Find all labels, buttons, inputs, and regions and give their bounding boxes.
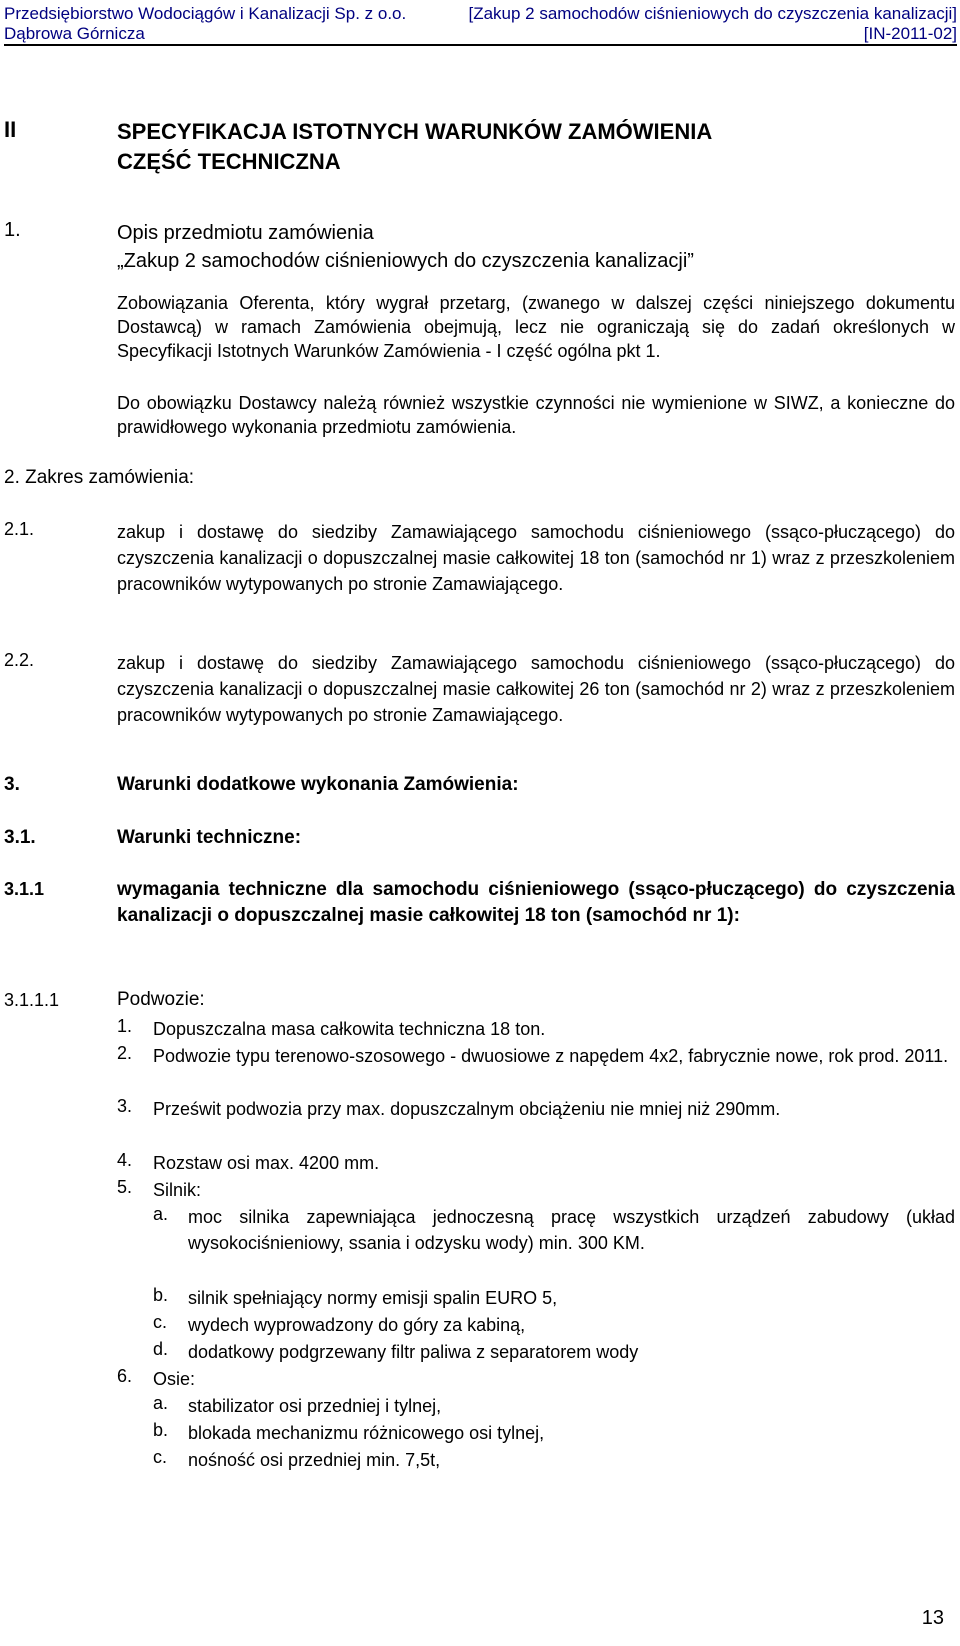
engine-item-text: silnik spełniający normy emisji spalin EURO 5, bbox=[188, 1288, 558, 1308]
part2-item-text: zakup i dostawę do siedziby Zamawiającego samochodu ciśnieniowego (ssąco-płuczącego) do czyszczenia kanalizacji o dopuszczalnej masie całkowitej 18 ton (samochód nr 1) wraz z przeszkoleniem pracowników wytypowanych po stronie Zamawiającego. bbox=[117, 522, 955, 594]
chassis-number: 3.1.1.1 bbox=[4, 990, 60, 1010]
axle-item-text: blokada mechanizmu różnicowego osi tylnej, bbox=[188, 1423, 545, 1443]
header-company-city: Dąbrowa Górnicza bbox=[4, 24, 145, 43]
chassis-item-text: Osie: bbox=[153, 1369, 196, 1389]
section-title bbox=[117, 117, 712, 177]
chassis-item-number: 1. bbox=[117, 1016, 133, 1036]
engine-item-number: a. bbox=[153, 1204, 169, 1224]
header-company-name: Przedsiębiorstwo Wodociągów i Kanalizacji Sp. z o.o. bbox=[4, 4, 407, 23]
page-header bbox=[4, 4, 957, 46]
part2-item-number: 2.2. bbox=[4, 650, 35, 670]
part2-item-text: zakup i dostawę do siedziby Zamawiającego samochodu ciśnieniowego (ssąco-płuczącego) do czyszczenia kanalizacji o dopuszczalnej masie całkowitej 26 ton (samochód nr 2) wraz z przeszkoleniem pracowników wytypowanych po stronie Zamawiającego. bbox=[117, 653, 955, 725]
chassis-item-text: Prześwit podwozia przy max. dopuszczalnym obciążeniu nie mniej niż 290mm. bbox=[153, 1099, 781, 1119]
axle-item-number: b. bbox=[153, 1420, 169, 1440]
chassis-item-number: 5. bbox=[117, 1177, 133, 1197]
part1-number: 1. bbox=[4, 219, 21, 241]
chassis-item-text: Rozstaw osi max. 4200 mm. bbox=[153, 1153, 380, 1173]
chassis-item-number: 6. bbox=[117, 1366, 133, 1386]
engine-item-text: wydech wyprowadzony do góry za kabiną, bbox=[188, 1315, 526, 1335]
part2-heading: 2. Zakres zamówienia: bbox=[4, 467, 195, 488]
header-document-code: [IN-2011-02] bbox=[863, 24, 957, 43]
engine-item-text: dodatkowy podgrzewany filtr paliwa z separatorem wody bbox=[188, 1342, 639, 1362]
part3-1-number: 3.1. bbox=[4, 827, 36, 848]
axle-item-text: nośność osi przedniej min. 7,5t, bbox=[188, 1450, 441, 1470]
section-title-line-2: CZĘŚĆ TECHNICZNA bbox=[117, 149, 341, 174]
header-company bbox=[4, 4, 406, 44]
part1-title-line-2: „Zakup 2 samochodów ciśnieniowych do czyszczenia kanalizacji” bbox=[117, 250, 694, 272]
axle-item-text: stabilizator osi przedniej i tylnej, bbox=[188, 1396, 442, 1416]
part2-item-number: 2.1. bbox=[4, 519, 35, 539]
part3-1-1-text: wymagania techniczne dla samochodu ciśnieniowego (ssąco-płuczącego) do czyszczenia kanalizacji o dopuszczalnej masie całkowitej 18 ton (samochód nr 1): bbox=[117, 879, 955, 926]
chassis-item-number: 4. bbox=[117, 1150, 133, 1170]
chassis-item-text: Dopuszczalna masa całkowita techniczna 18 ton. bbox=[153, 1019, 546, 1039]
part1-title-line-1: Opis przedmiotu zamówienia bbox=[117, 222, 374, 244]
part3-number: 3. bbox=[4, 774, 20, 795]
chassis-heading: Podwozie: bbox=[117, 989, 205, 1010]
part1-paragraph-1: Zobowiązania Oferenta, który wygrał przetarg, (zwanego w dalszej części niniejszego dokumentu Dostawcą) w ramach Zamówienia obejmują, lecz nie ograniczają się do zadań określonych w Specyfikacji Istotnych Warunków Zamówienia - I część ogólna pkt 1. bbox=[117, 293, 955, 361]
engine-item-number: c. bbox=[153, 1312, 168, 1332]
engine-item-number: b. bbox=[153, 1285, 169, 1305]
section-number: II bbox=[4, 117, 17, 142]
part3-1-heading: Warunki techniczne: bbox=[117, 827, 302, 848]
part1-title bbox=[117, 219, 694, 275]
axle-item-number: a. bbox=[153, 1393, 169, 1413]
engine-item-text: moc silnika zapewniająca jednoczesną pracę wszystkich urządzeń zabudowy (układ wysokociśnieniowy, ssania i odzysku wody) min. 300 KM. bbox=[188, 1207, 955, 1253]
header-document bbox=[468, 4, 957, 44]
engine-item-number: d. bbox=[153, 1339, 169, 1359]
chassis-item-number: 3. bbox=[117, 1096, 133, 1116]
chassis-item-text: Silnik: bbox=[153, 1180, 202, 1200]
part3-heading: Warunki dodatkowe wykonania Zamówienia: bbox=[117, 774, 519, 795]
header-document-title: [Zakup 2 samochodów ciśnieniowych do czyszczenia kanalizacji] bbox=[468, 4, 957, 23]
page-number: 13 bbox=[921, 1607, 944, 1629]
section-title-line-1: SPECYFIKACJA ISTOTNYCH WARUNKÓW ZAMÓWIENIA bbox=[117, 119, 713, 144]
chassis-item-number: 2. bbox=[117, 1043, 133, 1063]
chassis-item-text: Podwozie typu terenowo-szosowego - dwuosiowe z napędem 4x2, fabrycznie nowe, rok prod. 2011. bbox=[153, 1046, 949, 1066]
part1-paragraph-2: Do obowiązku Dostawcy należą również wszystkie czynności nie wymienione w SIWZ, a konieczne do prawidłowego wykonania przedmiotu zamówienia. bbox=[117, 393, 955, 437]
axle-item-number: c. bbox=[153, 1447, 168, 1467]
part3-1-1-number: 3.1.1 bbox=[4, 879, 45, 899]
